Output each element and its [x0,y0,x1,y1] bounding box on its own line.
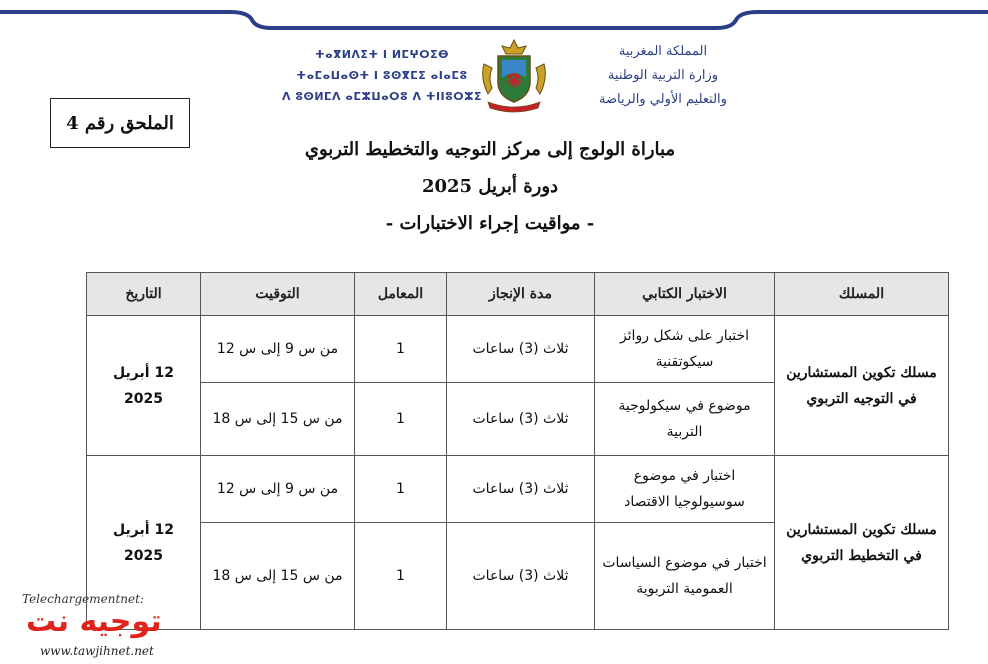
duration-cell: ثلاث (3) ساعات [447,456,595,523]
exam-cell: موضوع في سيكولوجية التربية [595,383,775,456]
exam-cell: اختبار على شكل روائز سيكوتقنية [595,316,775,383]
exam-schedule-table [86,272,949,630]
header-exam: الاختبار الكتابي [595,273,775,316]
tifinagh-line-1: ⵜⴰⴳⵍⴷⵉⵜ ⵏ ⵍⵎⵖⵔⵉⴱ [314,48,449,61]
branch-cell: مسلك تكوين المستشارين في التخطيط التربوي [775,456,949,630]
morocco-coat-of-arms-icon [478,38,550,114]
header-timing: التوقيت [201,273,355,316]
page-title [300,130,680,244]
exam-cell: اختبار في موضوع سوسيولوجيا الاقتصاد [595,456,775,523]
timing-cell: من س 15 إلى س 18 [201,383,355,456]
duration-cell: ثلاث (3) ساعات [447,383,595,456]
coefficient-cell: 1 [355,456,447,523]
ministry-name-tifinagh [282,44,482,107]
ministry-name-arabic [568,40,758,112]
date-cell: 12 أبريل 2025 [87,316,201,456]
header-date: التاريخ [87,273,201,316]
header-coefficient: المعامل [355,273,447,316]
header-duration: مدة الإنجاز [447,273,595,316]
title-line-1: مباراة الولوج إلى مركز التوجيه والتخطيط التربوي [304,139,676,160]
arabic-line-2: وزارة التربية الوطنية [607,68,719,83]
arabic-line-1: المملكة المغربية [618,44,708,59]
header-rule [0,0,988,40]
timing-cell: من س 9 إلى س 12 [201,316,355,383]
tifinagh-line-3: ⴷ ⵓⵙⵍⵎⴷ ⴰⵎⵣⵡⴰⵔⵓ ⴷ ⵜⵏⵏⵓⵔⵣⵉ [282,90,482,103]
date-cell: 12 أبريل 2025 [87,456,201,630]
duration-cell: ثلاث (3) ساعات [447,316,595,383]
coefficient-cell: 1 [355,316,447,383]
title-line-3: - مواقيت إجراء الاختبارات - [385,213,595,234]
watermark-logo: توجيه نت [26,604,162,639]
title-line-2: دورة أبريل 2025 [421,176,559,197]
watermark-label: Telechargementnet: [22,592,144,606]
exam-cell: اختبار في موضوع السياسات العمومية التربوية [595,523,775,630]
table-row [87,456,949,523]
header-branch: المسلك [775,273,949,316]
table-header-row [87,273,949,316]
annex-label: الملحق رقم 4 [50,98,190,148]
timing-cell: من س 15 إلى س 18 [201,523,355,630]
branch-cell: مسلك تكوين المستشارين في التوجيه التربوي [775,316,949,456]
coefficient-cell: 1 [355,383,447,456]
table-row [87,316,949,383]
tifinagh-line-2: ⵜⴰⵎⴰⵡⴰⵙⵜ ⵏ ⵓⵙⴳⵎⵉ ⴰⵏⴰⵎⵓ [296,69,468,82]
duration-cell: ثلاث (3) ساعات [447,523,595,630]
timing-cell: من س 9 إلى س 12 [201,456,355,523]
coefficient-cell: 1 [355,523,447,630]
watermark-url[interactable]: www.tawjihnet.net [40,644,154,658]
arabic-line-3: والتعليم الأولي والرياضة [599,92,727,107]
